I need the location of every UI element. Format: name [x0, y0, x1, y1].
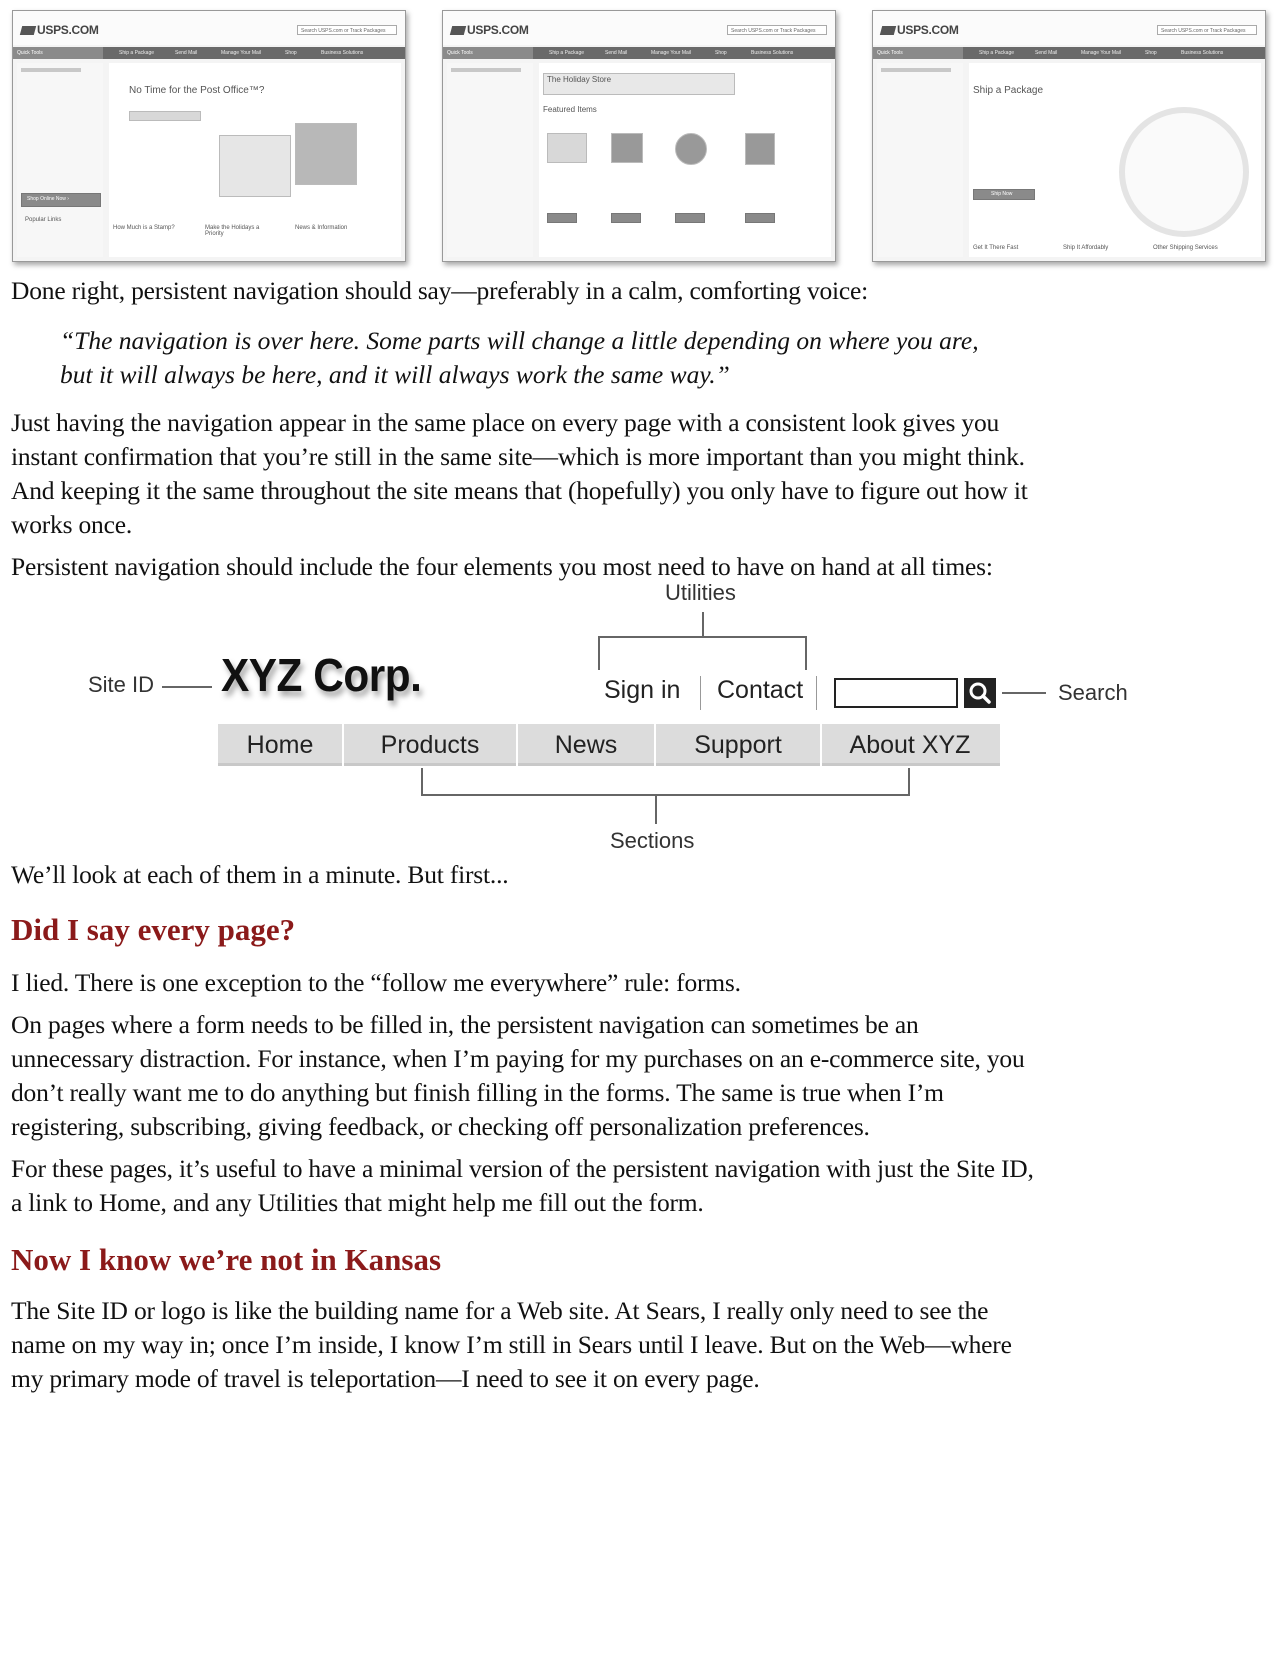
usps-headline: The Holiday Store: [547, 75, 612, 84]
persistent-navigation-diagram: [88, 578, 1132, 860]
sign-in-link[interactable]: Sign in: [604, 676, 681, 704]
usps-main: [539, 63, 831, 257]
usps-button: [129, 111, 201, 121]
usps-menu-item: Business Solutions: [1181, 50, 1224, 56]
section-heading: Did I say every page?: [11, 912, 296, 947]
shipping-cycle-graphic: [1119, 107, 1249, 237]
intro-paragraph: Done right, persistent navigation should say—preferably in a calm, comforting voice:: [11, 276, 869, 305]
paragraph-line: And keeping it the same throughout the site means that (hopefully) you only have to figure out how it: [11, 476, 1028, 505]
usps-logo: USPS.COM: [21, 23, 99, 37]
utility-divider: [816, 676, 817, 710]
usps-menu-item: Manage Your Mail: [221, 50, 262, 56]
usps-headline: No Time for the Post Office™?: [129, 85, 265, 96]
product-image: [547, 133, 587, 163]
usps-menu-item: Ship a Package: [119, 50, 155, 56]
paragraph-line: name on my way in; once I’m inside, I know I’m still in Sears until I leave. But on the Web—where: [11, 1330, 1012, 1359]
product-image: [745, 133, 775, 165]
usps-menu-item: Send Mail: [605, 50, 628, 56]
nav-tab-products[interactable]: Products: [380, 731, 480, 759]
usps-footer-link: News & Information: [295, 225, 348, 231]
usps-footer-link: Ship It Affordably: [1063, 245, 1109, 251]
paragraph-line: On pages where a form needs to be filled in, the persistent navigation can sometimes be an: [11, 1010, 919, 1039]
quote-line: but it will always be here, and it will always work the same way.”: [60, 360, 730, 389]
search-label: Search: [1058, 680, 1128, 705]
quote-line: “The navigation is over here. Some parts will change a little depending on where you are,: [60, 326, 979, 355]
usps-header: [873, 11, 1265, 45]
usps-menu-item: Manage Your Mail: [651, 50, 692, 56]
paragraph-line: instant confirmation that you’re still in the same site—which is more important than you might think.: [11, 442, 1025, 471]
site-id-label: Site ID: [88, 672, 155, 697]
usps-quick-tools: Quick Tools: [873, 47, 963, 59]
utilities-label: Utilities: [665, 580, 736, 605]
usps-menu-item: Shop: [1145, 50, 1157, 56]
usps-menu-item: Shop: [285, 50, 297, 56]
usps-footer-link: Popular Links: [25, 217, 62, 223]
usps-search-field: Search USPS.com or Track Packages: [727, 25, 827, 35]
usps-search-field: Search USPS.com or Track Packages: [1157, 25, 1257, 35]
search-connector: [1002, 692, 1046, 694]
usps-main: [969, 63, 1261, 257]
usps-logo: USPS.COM: [881, 23, 959, 37]
sections-connector: [655, 794, 657, 824]
utilities-bracket: [598, 636, 807, 638]
paragraph-line: my primary mode of travel is teleportation—I need to see it on every page.: [11, 1364, 760, 1393]
usps-headline: Ship a Package: [973, 85, 1044, 96]
usps-menu-item: Ship a Package: [979, 50, 1015, 56]
contact-link[interactable]: Contact: [717, 676, 804, 704]
paragraph-line: registering, subscribing, giving feedback, or checking off personalization preferences.: [11, 1112, 870, 1141]
paragraph-line: We’ll look at each of them in a minute. But first...: [11, 860, 509, 889]
usps-footer-link: Other Shipping Services: [1153, 245, 1218, 251]
buy-button: [611, 213, 641, 223]
usps-main: [109, 63, 401, 257]
buy-button: [547, 213, 577, 223]
buy-button: [675, 213, 705, 223]
site-id-connector: [162, 686, 212, 688]
paragraph-line: Persistent navigation should include the four elements you most need to have on hand at all times:: [11, 552, 993, 581]
usps-menu-item: Shop: [715, 50, 727, 56]
nav-tab-support[interactable]: Support: [694, 731, 782, 759]
paragraph-line: I lied. There is one exception to the “follow me everywhere” rule: forms.: [11, 968, 741, 997]
utility-divider: [700, 676, 701, 710]
product-image: [675, 133, 707, 165]
sections-bracket: [421, 768, 423, 796]
buy-button: [745, 213, 775, 223]
usps-subheadline: Featured Items: [543, 105, 597, 114]
nav-tab-home[interactable]: Home: [246, 731, 314, 759]
usps-footer-link: Get It There Fast: [973, 245, 1019, 251]
paragraph-line: Just having the navigation appear in the same place on every page with a consistent look gives you: [11, 408, 1000, 437]
paragraph-line: The Site ID or logo is like the building name for a Web site. At Sears, I really only need to see the: [11, 1296, 989, 1325]
usps-quick-tools: Quick Tools: [443, 47, 533, 59]
usps-header: [13, 11, 405, 45]
search-input[interactable]: [834, 678, 958, 708]
utilities-connector: [702, 612, 704, 638]
usps-menu-item: Business Solutions: [321, 50, 364, 56]
usps-menu-item: Send Mail: [1035, 50, 1058, 56]
nav-tab-news[interactable]: News: [554, 731, 618, 759]
ship-now-label: Ship Now: [991, 191, 1013, 197]
usps-footer-link: How Much is a Stamp?: [113, 225, 175, 231]
usps-logo: USPS.COM: [451, 23, 529, 37]
xyz-logo[interactable]: XYZ Corp.: [221, 649, 422, 701]
usps-holiday-store-screenshot: [442, 10, 836, 262]
usps-screenshots: [12, 10, 1268, 262]
section-heading: Now I know we’re not in Kansas: [11, 1242, 442, 1277]
usps-menu-item: Business Solutions: [751, 50, 794, 56]
sections-label: Sections: [610, 828, 695, 853]
usps-footer-link: Make the Holidays a Priority: [205, 225, 260, 237]
paragraph-line: For these pages, it’s useful to have a minimal version of the persistent navigation with just the Site ID,: [11, 1154, 1034, 1183]
usps-cta-label: Shop Online Now ›: [27, 196, 69, 202]
utilities-bracket: [805, 636, 807, 670]
box-image: [295, 123, 357, 185]
usps-search-field: Search USPS.com or Track Packages: [297, 25, 397, 35]
magnifier-icon: [964, 678, 996, 708]
utilities-bracket: [598, 636, 600, 670]
search-button[interactable]: [964, 678, 996, 708]
sections-bracket: [908, 768, 910, 796]
usps-home-screenshot: [12, 10, 406, 262]
usps-sidebar: [447, 63, 533, 257]
usps-menu-item: Ship a Package: [549, 50, 585, 56]
paragraph-line: a link to Home, and any Utilities that might help me fill out the form.: [11, 1188, 704, 1217]
product-image: [611, 133, 643, 163]
paragraph-line: unnecessary distraction. For instance, when I’m paying for my purchases on an e-commerce site, you: [11, 1044, 1025, 1073]
usps-quick-tools: Quick Tools: [13, 47, 103, 59]
usps-menu-item: Send Mail: [175, 50, 198, 56]
usps-menu-item: Manage Your Mail: [1081, 50, 1122, 56]
paragraph-line: don’t really want me to do anything but finish filling in the forms. The same is true when I’m: [11, 1078, 944, 1107]
printer-image: [219, 135, 291, 197]
sections-bracket: [421, 794, 910, 796]
usps-sidebar: [17, 63, 103, 257]
usps-ship-package-screenshot: [872, 10, 1266, 262]
paragraph-line: works once.: [11, 510, 133, 539]
usps-sidebar: [877, 63, 963, 257]
section-nav-bar: [218, 724, 1000, 766]
nav-tab-about[interactable]: About XYZ: [849, 731, 971, 759]
usps-header: [443, 11, 835, 45]
